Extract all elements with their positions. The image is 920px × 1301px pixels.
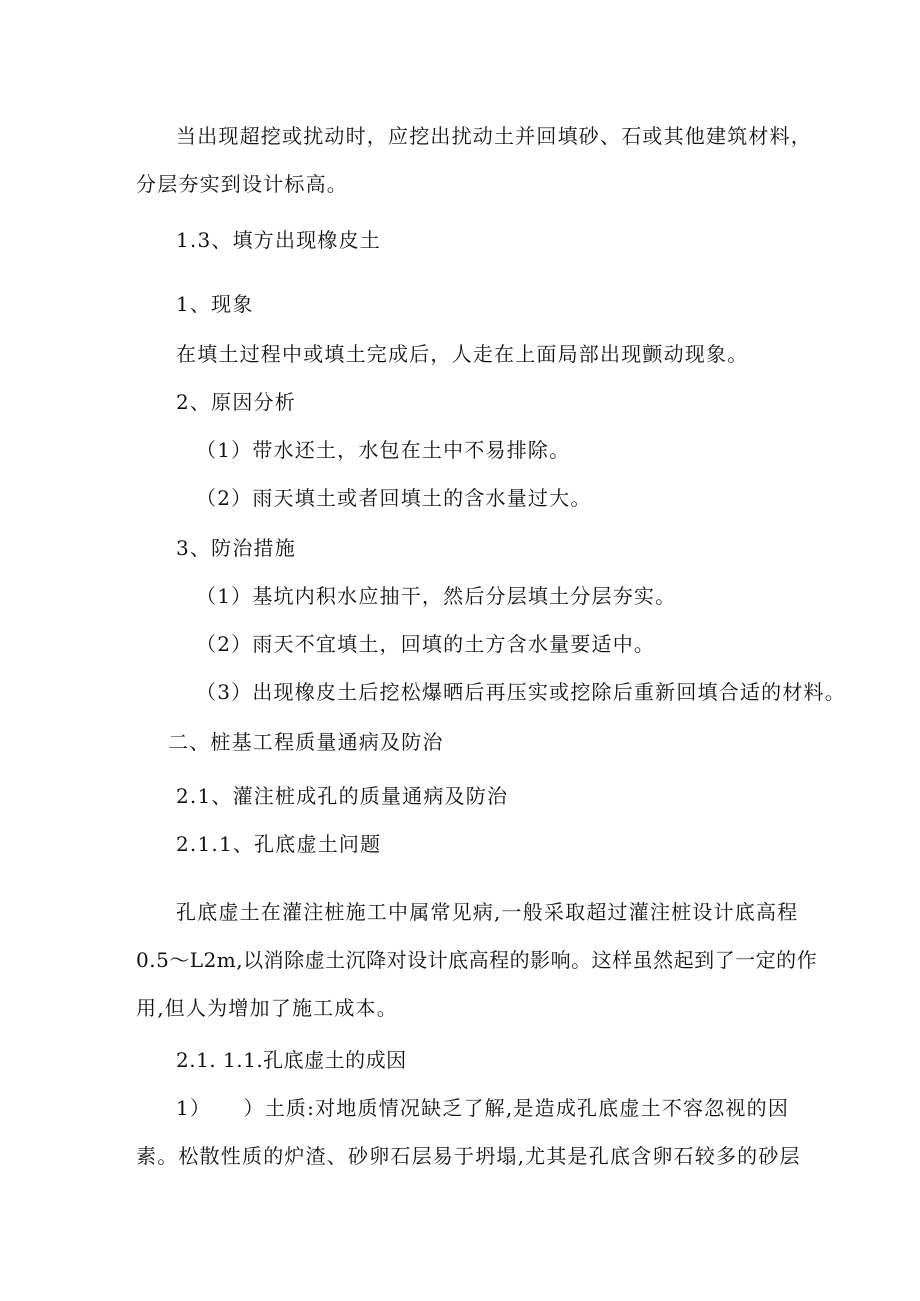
- list-item: （2）雨天不宜填土，回填的土方含水量要适中。: [196, 632, 656, 656]
- paragraph-line: 0.5～L2m,以消除虚土沉降对设计底高程的影响。这样虽然起到了一定的作: [136, 948, 818, 972]
- list-item: （1）带水还土，水包在土中不易排除。: [196, 438, 571, 462]
- paragraph-line: 素。松散性质的炉渣、砂卵石层易于坍塌,尤其是孔底含卵石较多的砂层: [136, 1144, 801, 1168]
- section-heading: 2.1.1、孔底虚土问题: [176, 832, 382, 856]
- paragraph-line: 当出现超挖或扰动时，应挖出扰动土并回填砂、石或其他建筑材料，: [176, 124, 812, 148]
- paragraph-line: 用,但人为增加了施工成本。: [136, 996, 398, 1020]
- section-heading: 2.1. 1.1.孔底虚土的成因: [176, 1048, 407, 1072]
- subsection-heading: 2、原因分析: [176, 390, 296, 414]
- paragraph-line: 孔底虚土在灌注桩施工中属常见病,一般采取超过灌注桩设计底高程: [176, 900, 799, 924]
- subsection-heading: 3、防治措施: [176, 536, 296, 560]
- paragraph-line: 在填土过程中或填土完成后，人走在上面局部出现颤动现象。: [176, 342, 749, 366]
- list-item: （3）出现橡皮土后挖松爆晒后再压实或挖除后重新回填合适的材料。: [196, 680, 846, 704]
- subsection-heading: 1、现象: [176, 292, 254, 316]
- chapter-heading: 二、桩基工程质量通病及防治: [168, 730, 444, 754]
- list-item: （1）基坑内积水应抽干，然后分层填土分层夯实。: [196, 584, 677, 608]
- paragraph-line: 1） ）土质:对地质情况缺乏了解,是造成孔底虚土不容忽视的因: [176, 1096, 790, 1120]
- section-heading: 1.3、填方出现橡皮土: [176, 228, 382, 252]
- section-heading: 2.1、灌注桩成孔的质量通病及防治: [176, 784, 509, 808]
- paragraph-line: 分层夯实到设计标高。: [136, 172, 348, 196]
- list-item: （2）雨天填土或者回填土的含水量过大。: [196, 486, 592, 510]
